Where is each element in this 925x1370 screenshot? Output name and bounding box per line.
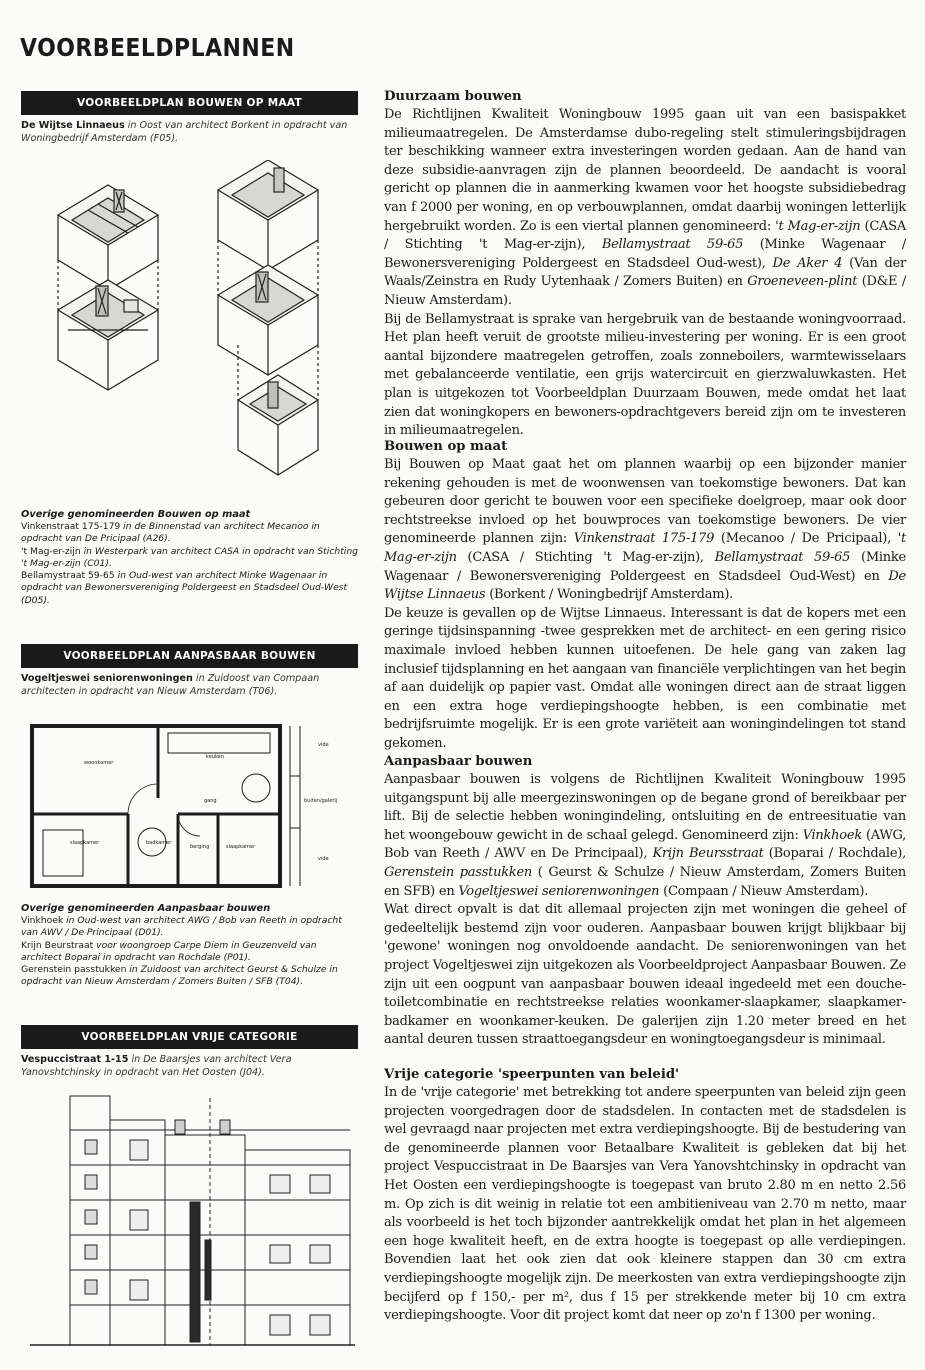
paragraph: Bij de Bellamystraat is sprake van hergebruik van de bestaande woningvoorraad. Het plan heeft veruit de grootste milieu-investering per woning. Er is een groot aantal bijzondere maatregelen getroffen, zoals zonneboilers, warmtewisselaars met gebalanceerde ventilatie, een grijs watercircuit en gierzwaluwkasten. Het plan is uitgekozen tot Voorbeeldplan Duurzaam Bouwen, mede omdat het laat zien dat woningkopers en bewoners-opdrachtgevers bereid zijn om te investeren in milieumaatregelen. [384,311,906,439]
others-list [21,521,358,607]
section-bar-aanpasbaar-bouwen: VOORBEELDPLAN AANPASBAAR BOUWEN [21,644,358,668]
plan-label-woonkamer: woonkamer [84,760,114,766]
others-aanpasbaar-bouwen [21,902,358,989]
caption-wijtse-linnaeus [21,120,358,145]
caption-text: in De Baarsjes van architect Vera Yanovshtchinsky in opdracht van Het Oosten (J04). [21,1054,292,1078]
caption-project-name: Vogeltjeswei seniorenwoningen [21,673,193,684]
paragraph: Wat direct opvalt is dat dit allemaal projecten zijn met woningen die geheel of gedeeltelijk bestemd zijn voor ouderen. Aanpasbaar bouwen krijgt blijkbaar bij 'gewone' woningen nog onvoldoende aandacht. De seniorenwoningen van het project Vogeltjeswei zijn uitgekozen als Voorbeeldproject Aanpasbaar Bouwen. Ze zijn uit een oogpunt van aanpasbaar bouwen ideaal ingedeeld met een douche-toiletcombinatie en rechtstreekse relaties woonkamer-slaapkamer, slaapkamer-badkamer en woonkamer-keuken. De galerijen zijn 1.20 meter breed en het aantal deuren tussen straattoegangsdeur en woningtoegangsdeur is minimaal. [384,902,907,1048]
caption-project-name: Vespuccistraat 1-15 [21,1054,129,1065]
plan-label-slaapkamer: slaapkamer [226,844,256,850]
section-heading: Bouwen op maat [384,439,508,454]
list-item: Gerenstein passtukken in Zuidoost van architect Geurst & Schulze in opdracht van Nieuw Amsterdam / Zomers Buiten / SFB (T04). [21,964,338,988]
others-list [21,915,358,989]
paragraph: De keuze is gevallen op de Wijtse Linnaeus. Interessant is dat de kopers met een geringe tijdsinspanning -twee gesprekken met de architect- en een gering risico maximale invloed hebben kunnen uitoefenen. De hele gang van zaken lag inclusief tijdsplanning en het aangaan van financiële verplichtingen van het begin af aan duidelijk op papier vast. Omdat alle woningen direct aan de straat liggen en een extra hoge verdiepingshoogte hebben, is een combinatie met bedrijfsruimte mogelijk. Er is een grote variëteit aan woningindelingen tot stand gekomen. [384,605,906,751]
caption-text: in Zuidoost van Compaan architecten in opdracht van Nieuw Amsterdam (T06). [21,673,320,697]
caption-vogeltjeswei [21,673,358,698]
caption-vespuccistraat [21,1054,358,1079]
list-item: 't Mag-er-zijn in Westerpark van architect CASA in opdracht van Stichting 't Mag-er-zijn (C01). [21,545,359,569]
section-heading: Vrije categorie 'speerpunten van beleid' [384,1067,680,1082]
list-item: Vinkhoek in Oud-west van architect AWG / Bob van Reeth in opdracht van AWV / De Principaal (D01). [21,915,342,939]
plan-label-keuken: keuken [206,754,224,760]
section-bar-bouwen-op-maat: VOORBEELDPLAN BOUWEN OP MAAT [21,91,358,115]
plan-label-vide: vide [318,856,329,862]
paragraph: De Richtlijnen Kwaliteit Woningbouw 1995 gaan uit van een basispakket milieumaatregelen. De Amsterdamse dubo-regeling stelt stimuleringsbijdragen ter beschikking wanneer extra investeringen worden gedaan. Aan de hand van deze subsidie-aanvragen zijn de plannen beoordeeld. De aandacht is vooral gericht op plannen die in aanmerking kwamen voor het hoogste subsidiebedrag van f 2000 per woning, en op verbouwplannen, omdat daarbij woningen letterlijk hergebruikt worden. Zo is een viertal plannen genomineerd: 't Mag-er-zijn (CASA / Stichting 't Mag-er-zijn), Bellamystraat 59-65 (Minke Wagenaar / Bewonersvereniging Poldergeest en Stadsdeel Oud-west), De Aker 4 (Van der Waals/Zeinstra en Rudy Uytenhaak / Zomers Buiten) en Groeneveen-plint (D&E / Nieuw Amsterdam). [384,107,906,308]
others-bouwen-op-maat [21,508,358,607]
plan-label-berging: berging [190,844,210,850]
list-item: Krijn Beurstraat voor woongroep Carpe Diem in Geuzenveld van architect Boparai in opdracht van Rochdale (P01). [21,939,317,963]
plan-label-gang: gang [204,798,217,804]
section-heading: Aanpasbaar bouwen [384,754,533,769]
caption-text: in Oost van architect Borkent in opdracht van Woningbedrijf Amsterdam (F05). [21,120,348,144]
plan-label-slaapkamer: slaapkamer [70,840,100,846]
paragraph: In de 'vrije categorie' met betrekking tot andere speerpunten van beleid zijn geen projecten voorgedragen door de stadsdelen. In contacten met de stadsdelen is wel gevraagd naar projecten met extra verdiepingshoogte. Bij de bestudering van de genomineerde plannen voor Betaalbare Kwaliteit is gebleken dat bij het project Vespuccistraat in De Baarsjes van Vera Yanovshtchinsky in opdracht van Het Oosten een verdiepingshoogte is toegepast van bruto 2.80 m en netto 2.56 m. Op zich is dit weinig in relatie tot een ambitieniveau van 2.70 m netto, maar als voorbeeld is het toch bijzonder aantrekkelijk omdat het plan in het algemeen een hoge kwaliteit heeft, en de extra hoogte is toegepast op alle verdiepingen. Bovendien laat het ook zien dat ook kleinere stappen dan 30 cm extra verdiepingshoogte mogelijk zijn. De meerkosten van extra verdiepingshoogte zijn becijferd op f 150,- per m², dus f 15 per strekkende meter bij 10 cm extra verdiepingshoogte. Voor dit project komt dat neer op zo'n f 1300 per woning. [384,1085,906,1324]
section-heading: Duurzaam bouwen [384,89,522,104]
page-title: VOORBEELDPLANNEN [20,33,295,62]
section-bouwen-op-maat [384,438,906,754]
paragraph: Aanpasbaar bouwen is volgens de Richtlijnen Kwaliteit Woningbouw 1995 uitgangspunt bij alle meergezinswoningen op de begane grond of bereikbaar per lift. Bij de selectie hebben woningindeling, ontsluiting en de entreesituatie van het woongebouw gewicht in de schaal gelegd. Genomineerd zijn: Vinkhoek (AWG, Bob van Reeth / AWV en De Principaal), Krijn Beursstraat (Boparai / Rochdale), Gerenstein passtukken ( Geurst & Schulze / Nieuw Amsterdam, Zomers Buiten en SFB) en Vogeltjeswei seniorenwoningen (Compaan / Nieuw Amsterdam). [384,772,907,899]
list-item: Vinkenstraat 175-179 in de Binnenstad van architect Mecanoo in opdracht van De Pricipaal (A26). [21,521,320,545]
list-item: Bellamystraat 59-65 in Oud-west van architect Minke Wagenaar in opdracht van Bewonersvereniging Poldergeest en Stadsdeel Oud-West (D05). [21,570,348,606]
section-aanpasbaar-bouwen [384,753,906,1050]
floor-plan-vogeltjeswei [28,718,358,896]
caption-project-name: De Wijtse Linnaeus [21,120,125,131]
plan-label-vide: vide [318,742,329,748]
section-vrije-categorie [384,1066,906,1326]
others-heading: Overige genomineerden Aanpasbaar bouwen [21,903,271,914]
others-heading: Overige genomineerden Bouwen op maat [21,509,251,520]
paragraph: Bij Bouwen op Maat gaat het om plannen waarbij op een bijzonder manier rekening gehouden is met de woonwensen van toekomstige bewoners. Dat kan gebeuren door gericht te bouwen voor een specifieke doelgroep, maar ook door rechtstreekse invloed op het bouwproces van toekomstige bewoners. De vier genomineerde plannen zijn: Vinkenstraat 175-179 (Mecanoo / De Pricipaal), 't Mag-er-zijn (CASA / Stichting 't Mag-er-zijn), Bellamystraat 59-65 (Minke Wagenaar / Bewonersvereniging Poldergeest en Stadsdeel Oud-West) en De Wijtse Linnaeus (Borkent / Woningbedrijf Amsterdam). [384,457,906,603]
plan-label-galerij: buiten/galerij [304,798,338,804]
plan-label-badkamer: badkamer [146,840,172,846]
section-bar-vrije-categorie: VOORBEELDPLAN VRIJE CATEGORIE [21,1025,358,1049]
isometric-drawing-linnaeus [38,160,338,490]
section-drawing-vespuccistraat [30,1090,360,1352]
section-duurzaam-bouwen [384,88,906,441]
